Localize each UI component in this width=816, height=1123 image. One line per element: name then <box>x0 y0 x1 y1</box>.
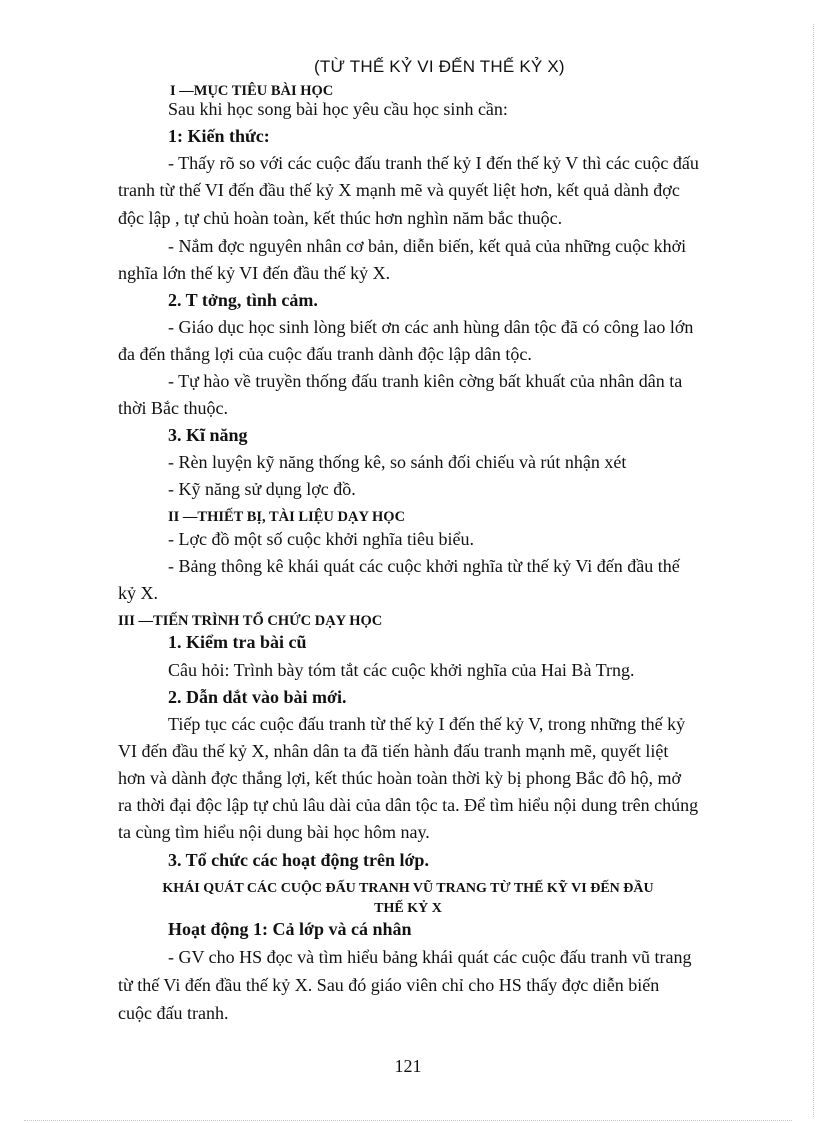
paragraph-line: - Giáo dục học sinh lòng biết ơn các anh hùng dân tộc đã có công lao lớn <box>168 317 694 337</box>
section-heading-equipment: II —THIẾT BỊ, TÀI LIỆU DẠY HỌC <box>168 509 406 525</box>
lesson-title: (TỪ THẾ KỶ VI ĐẾN THẾ KỶ X) <box>314 57 565 76</box>
intro-text: Sau khi học song bài học yêu cầu học sinh cần: <box>168 99 508 119</box>
section-heading-process: III —TIẾN TRÌNH TỔ CHỨC DẠY HỌC <box>118 613 383 629</box>
paragraph-line: - Kỹ năng sử dụng lợc đồ. <box>168 479 356 499</box>
paragraph-line: - Rèn luyện kỹ năng thống kê, so sánh đối chiếu và rút nhận xét <box>168 452 627 472</box>
bottom-border-rule <box>24 1120 792 1121</box>
paragraph-line: - Thấy rõ so với các cuộc đấu tranh thế kỷ I đến thế kỷ V thì các cuộc đấu <box>168 153 699 173</box>
paragraph-line: VI đến đầu thế kỷ X, nhân dân ta đã tiến hành đấu tranh mạnh mẽ, quyết liệt <box>118 741 669 761</box>
subheading-activities: 3. Tổ chức các hoạt động trên lớp. <box>168 850 429 870</box>
subheading-skills: 3. Kĩ năng <box>168 425 248 445</box>
paragraph-line: - Nắm đợc nguyên nhân cơ bản, diễn biến, kết quả của những cuộc khởi <box>168 236 687 256</box>
paragraph-line: nghĩa lớn thế kỷ VI đến đầu thế kỷ X. <box>118 263 391 283</box>
paragraph-line: - Lợc đồ một số cuộc khởi nghĩa tiêu biểu. <box>168 529 474 549</box>
section-heading-objectives: I —MỤC TIÊU BÀI HỌC <box>170 83 334 99</box>
paragraph-line: - Tự hào về truyền thống đấu tranh kiên cờng bất khuất của nhân dân ta <box>168 371 683 391</box>
paragraph-line: ta cùng tìm hiểu nội dung bài học hôm nay. <box>118 822 430 842</box>
subheading-activity-1: Hoạt động 1: Cả lớp và cá nhân <box>168 919 412 939</box>
paragraph-line: từ thế Vi đến đầu thế kỷ X. Sau đó giáo viên chỉ cho HS thấy đợc diễn biến <box>118 975 660 995</box>
paragraph-line: đa đến thắng lợi của cuộc đấu tranh dành độc lập dân tộc. <box>118 344 532 364</box>
paragraph-line: - Bảng thông kê khái quát các cuộc khởi nghĩa từ thế kỷ Vi đến đầu thế <box>168 556 680 576</box>
paragraph-line: kỷ X. <box>118 583 158 603</box>
paragraph-line: Tiếp tục các cuộc đấu tranh từ thế kỷ I đến thế kỷ V, trong những thế kỷ <box>168 714 686 734</box>
subheading-review: 1. Kiểm tra bài cũ <box>168 632 307 652</box>
paragraph-line: Câu hỏi: Trình bày tóm tắt các cuộc khởi nghĩa của Hai Bà Trng. <box>168 660 635 680</box>
paragraph-line: ra thời đại độc lập tự chủ lâu dài của dân tộc ta. Để tìm hiểu nội dung trên chúng <box>118 795 699 815</box>
page-number: 121 <box>394 1056 422 1076</box>
paragraph-line: - GV cho HS đọc và tìm hiểu bảng khái quát các cuộc đấu tranh vũ trang <box>168 947 692 967</box>
subheading-introduction: 2. Dẫn dắt vào bài mới. <box>168 687 347 707</box>
paragraph-line: hơn và dành đợc thắng lợi, kết thúc hoàn toàn thời kỳ bị phong Bắc đô hộ, mở <box>118 768 682 788</box>
overview-heading-line2: THẾ KỶ X <box>374 901 442 916</box>
paragraph-line: cuộc đấu tranh. <box>118 1003 229 1023</box>
paragraph-line: thời Bắc thuộc. <box>118 398 228 418</box>
paragraph-line: tranh từ thế VI đến đầu thế kỷ X mạnh mẽ và quyết liệt hơn, kết quả dành đợc <box>118 180 680 200</box>
subheading-attitude: 2. T tởng, tình cảm. <box>168 290 318 310</box>
paragraph-line: độc lập , tự chủ hoàn toàn, kết thúc hơn nghìn năm bắc thuộc. <box>118 208 563 228</box>
subheading-knowledge: 1: Kiến thức: <box>168 126 270 146</box>
right-border-rule <box>813 24 814 1117</box>
overview-heading-line1: KHÁI QUÁT CÁC CUỘC ĐẤU TRANH VŨ TRANG TỪ THẾ KỸ VI ĐẾN ĐẦU <box>162 881 654 896</box>
